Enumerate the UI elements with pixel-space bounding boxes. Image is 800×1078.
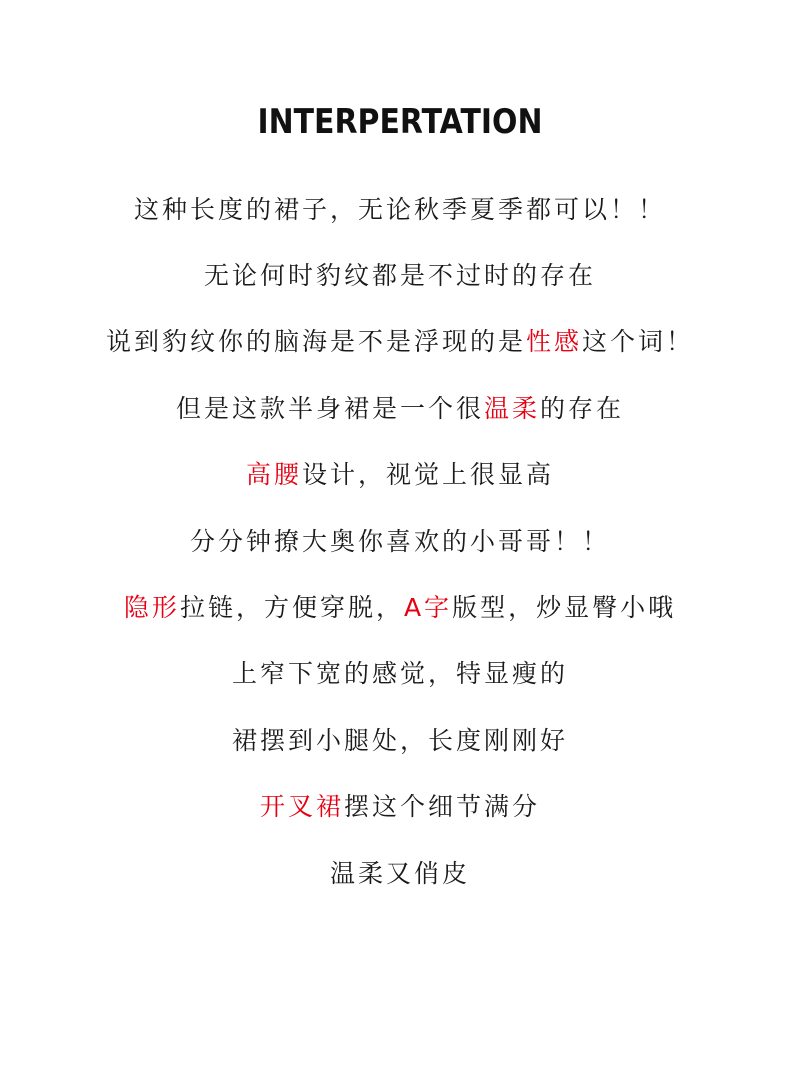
line-segment: 温柔又俏皮 [329,859,470,888]
text-line-7 [0,591,800,625]
highlight-text: 开叉裙 [259,792,344,821]
text-line-9 [0,724,800,758]
highlight-text: 隐形 [123,593,180,622]
text-line-3 [0,325,800,359]
line-segment: 上窄下宽的感觉，特显瘦的 [231,659,568,688]
line-segment: 设计，视觉上很显高 [302,460,555,489]
line-segment: 这种长度的裙子，无论秋季夏季都可以！！ [133,195,666,224]
line-segment: 无论何时豹纹都是不过时的存在 [203,261,596,290]
text-line-6 [0,525,800,559]
highlight-text: 温柔 [483,394,540,423]
text-line-2 [0,259,800,293]
highlight-text: A字 [403,593,453,622]
text-line-5 [0,458,800,492]
highlight-text: 性感 [525,327,582,356]
text-line-1 [0,193,800,227]
text-line-4 [0,392,800,426]
line-segment: 这个词！ [582,327,695,356]
line-segment: 摆这个细节满分 [344,792,541,821]
line-segment: 的存在 [540,394,625,423]
text-line-10 [0,790,800,824]
line-segment: 说到豹纹你的脑海是不是浮现的是 [105,327,526,356]
page-title: INTERPERTATION [257,102,543,142]
line-segment: 版型，炒显臀小哦 [452,593,677,622]
text-line-8 [0,657,800,691]
text-line-11 [0,857,800,891]
line-segment: 裙摆到小腿处，长度刚刚好 [231,726,568,755]
line-segment: 拉链，方便穿脱， [179,593,404,622]
highlight-text: 高腰 [245,460,302,489]
line-segment: 但是这款半身裙是一个很 [175,394,484,423]
line-segment: 分分钟撩大奥你喜欢的小哥哥！！ [189,527,610,556]
